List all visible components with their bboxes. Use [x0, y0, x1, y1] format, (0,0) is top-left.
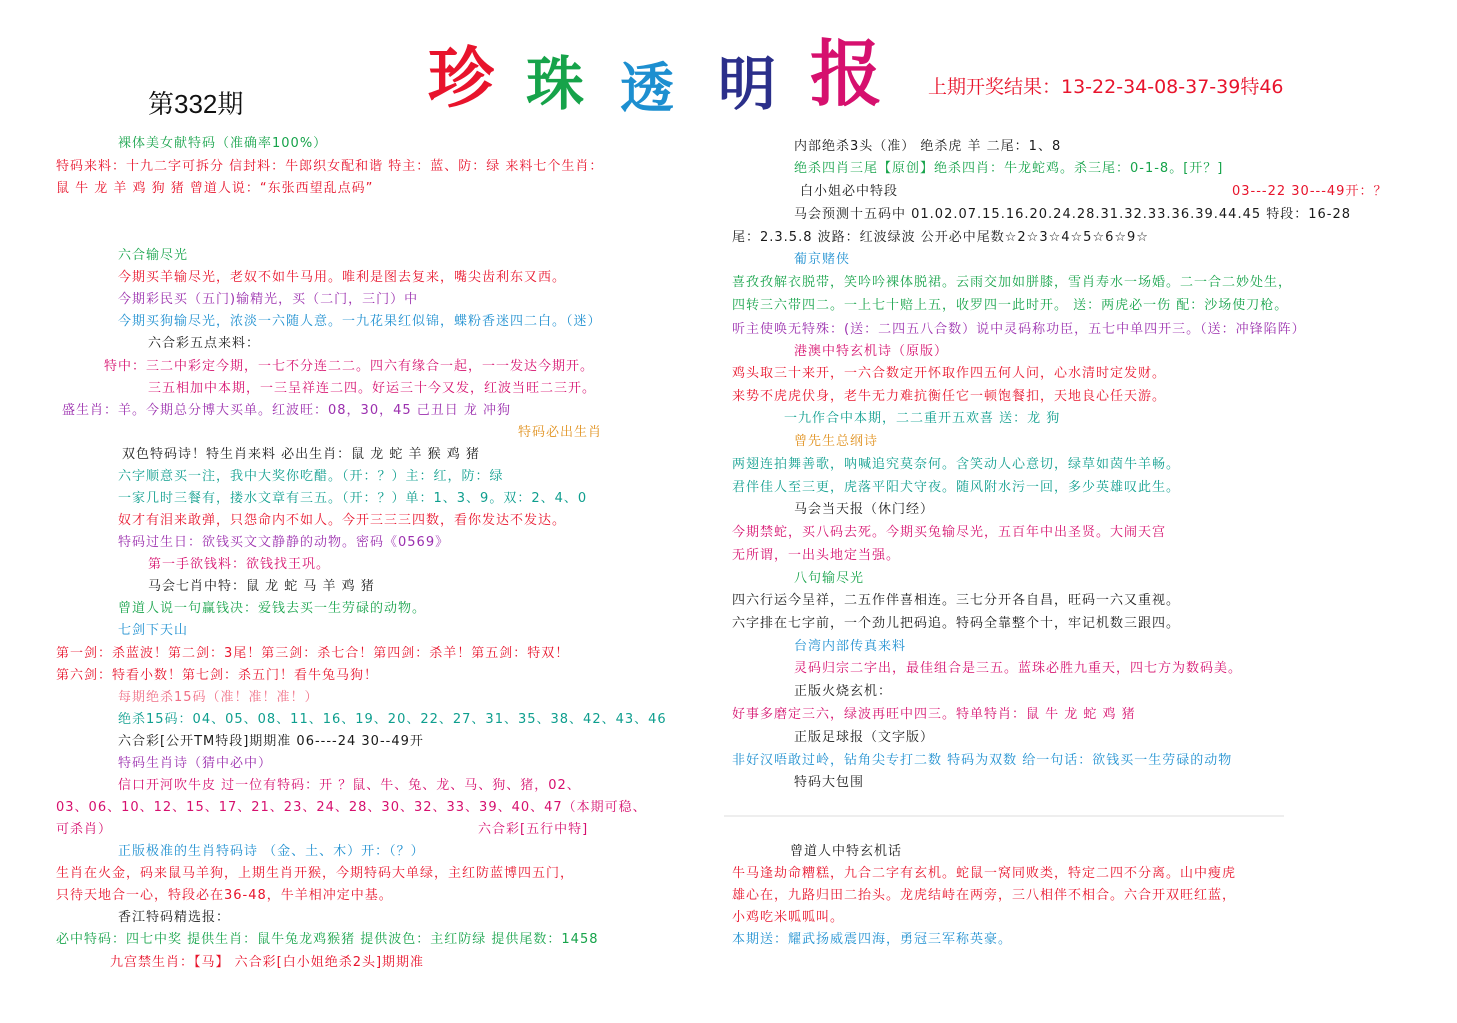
- right-line: 一九作合中本期，二二重开五欢喜 送：龙 狗: [784, 411, 1061, 426]
- right-line: 四六行运今呈祥，二五作伴喜相连。三七分开各自昌，旺码一六又重视。: [732, 593, 1181, 608]
- left-line: 六合彩五点来料：: [148, 336, 261, 351]
- right-line: 尾：2.3.5.8 波路：红波绿波 公开必中尾数☆2☆3☆4☆5☆6☆9☆: [732, 230, 1149, 245]
- left-line: 今期买狗输尽光，浓淡一六随人意。一九花果红似锦，蝶粉香迷四二白。（迷）: [118, 314, 602, 329]
- left-line: 一家几时三餐有，搂水文章有三五。（开：？）单：1、3、9。双：2、4、0: [118, 491, 588, 506]
- left-line: 绝杀15码：04、05、08、11、16、19、20、22、27、31、35、38、42、43、46: [118, 712, 667, 727]
- left-line: 特码过生日：欲钱买文文静静的动物。密码《0569》: [118, 535, 450, 550]
- right-line: 曾先生总纲诗: [794, 434, 879, 449]
- left-line: 裸体美女献特码（准确率100%）: [118, 136, 328, 151]
- left-line: 特码来料：十九二字可拆分 信封料：牛郎织女配和谐 特主：蓝、防：绿 来料七个生肖：: [56, 159, 604, 174]
- left-line: 三五相加中本期，一三呈祥连二四。好运三十今又发，红波当旺二三开。: [148, 381, 597, 396]
- left-line: 六合彩[五行中特]: [478, 822, 589, 837]
- right-line: 马会当天报（休门经）: [794, 502, 935, 517]
- right-line: 来势不虎虎伏身，老牛无力难抗衡任它一顿饱餐扣，天地良心任天游。: [732, 389, 1167, 404]
- right-line: 内部绝杀3头（准） 绝杀虎 羊 二尾：1、8: [794, 139, 1062, 154]
- section-divider: [724, 815, 1284, 817]
- left-line: 马会七肖中特：鼠 龙 蛇 马 羊 鸡 猪: [148, 579, 375, 594]
- last-draw-result: 上期开奖结果：13-22-34-08-37-39特46: [928, 76, 1284, 98]
- right-line: 台湾内部传真来料: [794, 639, 907, 654]
- left-line: 六合彩[公开TM特段]期期准 06----24 30--49开: [118, 734, 424, 749]
- right-line: 曾道人中特玄机话: [790, 844, 903, 859]
- right-line: 鸡头取三十来开，一六合数定开怀取作四五何人问，心水清时定发财。: [732, 366, 1167, 381]
- right-line: 绝杀四肖三尾【原创】绝杀四肖：牛龙蛇鸡。杀三尾：0-1-8。[开？]: [794, 161, 1224, 176]
- right-line: 无所谓，一出头地定当强。: [732, 548, 901, 563]
- left-line: 鼠 牛 龙 羊 鸡 狗 猪 曾道人说：“东张西望乱点码”: [56, 181, 374, 196]
- left-line: 盛生肖：羊。今期总分博大买单。红波旺：08，30，45 己丑日 龙 冲狗: [62, 403, 512, 418]
- right-line: 马会预测十五码中 01.02.07.15.16.20.24.28.31.32.33.36.39.44.45 特段：16-28: [794, 207, 1352, 222]
- right-line: 葡京赌侠: [794, 252, 851, 267]
- right-line: 君伴佳人至三更，虎落平阳犬守夜。随风附水污一回，多少英雄叹此生。: [732, 480, 1181, 495]
- issue-number: 第332期: [148, 89, 244, 119]
- left-line: 双色特码诗！特生肖来料 必出生肖：鼠 龙 蛇 羊 猴 鸡 猪: [122, 447, 480, 462]
- title-char-2: 珠: [526, 50, 585, 118]
- right-line: 本期送：耀武扬威震四海，勇冠三军称英豪。: [732, 932, 1013, 947]
- left-line: 特中：三二中彩定今期，一七不分连二二。四六有缘合一起，一一发达今期开。: [104, 359, 595, 374]
- left-line: 特码生肖诗（猜中必中）: [118, 756, 273, 771]
- left-line: 第一手欲钱料：欲钱找王巩。: [148, 557, 331, 572]
- right-line: 喜孜孜解衣脱带，笑吟吟裸体脱裙。云雨交加如胼膝，雪肖寿水一场婚。二一合二妙处生，: [732, 275, 1293, 290]
- title-char-3: 透: [620, 56, 674, 120]
- right-line: 小鸡吃米呱呱叫。: [732, 910, 845, 925]
- left-line: 香江特码精选报：: [118, 910, 231, 925]
- left-line: 特码必出生肖: [518, 425, 603, 440]
- left-line: 可杀肖）: [56, 822, 113, 837]
- left-line: 奴才有泪来敢弹，只怨命内不如人。今开三三三四数，看你发达不发达。: [118, 513, 567, 528]
- right-line: 非好汉唔敢过岭，钻角尖专打二数 特码为双数 给一句话：欲钱买一生劳碌的动物: [732, 753, 1233, 768]
- left-line: 每期绝杀15码（准！准！准！）: [118, 690, 319, 705]
- left-line: 信口开河吹牛皮 过一位有特码：开 ？鼠、牛、兔、龙、马、狗、猪，02、: [118, 778, 581, 793]
- right-line: 好事多磨定三六，绿波再旺中四三。特单特肖：鼠 牛 龙 蛇 鸡 猪: [732, 707, 1136, 722]
- right-line: 正版足球报（文字版）: [794, 730, 935, 745]
- right-line: 港澳中特玄机诗（原版）: [794, 344, 949, 359]
- left-line: 第一剑：杀蓝波！第二剑：3尾！第三剑：杀七合！第四剑：杀羊！第五剑：特双！: [56, 646, 570, 661]
- right-line: 特码大包围: [794, 775, 865, 790]
- left-line: 七剑下天山: [118, 623, 189, 638]
- left-line: 今期彩民买（五门)输精光，买（二门，三门）中: [118, 292, 419, 307]
- right-line: 白小姐必中特段: [800, 184, 899, 199]
- left-line: 六合输尽光: [118, 248, 189, 263]
- right-line: 八句输尽光: [794, 571, 865, 586]
- right-line: 正版火烧玄机：: [794, 684, 893, 699]
- left-line: 必中特码：四七中奖 提供生肖：鼠牛兔龙鸡猴猪 提供波色：主红防绿 提供尾数：1458: [56, 932, 599, 947]
- right-line: 听主使唤无特殊：(送：二四五八合数）说中灵码称功臣，五七中单四开三。（送：冲锋陷阵）: [732, 322, 1306, 337]
- left-line: 第六剑：特看小数！第七剑：杀五门！看牛兔马狗！: [56, 668, 379, 683]
- title-char-5: 报: [810, 31, 883, 116]
- left-line: 03、06、10、12、15、17、21、23、24、28、30、32、33、39、40、47（本期可稳、: [56, 800, 647, 815]
- left-line: 正版极准的生肖特码诗 （金、土、木）开：（？）: [118, 844, 425, 859]
- right-line: 两翅连拍舞善歌，呐喊追究莫奈何。含笑动人心意切，绿草如茵牛羊畅。: [732, 457, 1181, 472]
- left-line: 生肖在火金，码来鼠马羊狗，上期生肖开猴，今期特码大单绿，主红防蓝博四五门，: [56, 866, 575, 881]
- left-line: 九宫禁生肖：【马】 六合彩[白小姐绝杀2头]期期准: [110, 955, 425, 970]
- right-line: 03---22 30---49开：？: [1232, 184, 1388, 199]
- right-line: 今期禁蛇，买八码去死。今期买兔输尽光，五百年中出圣贤。大闹天宫: [732, 525, 1167, 540]
- left-line: 六字顺意买一注，我中大奖你吃醋。（开：？）主：红，防：绿: [118, 469, 504, 484]
- right-line: 六字排在七字前，一个劲儿把码追。特码全靠整个十，牢记机数三跟四。: [732, 616, 1181, 631]
- title-char-4: 明: [718, 50, 777, 118]
- left-line: 曾道人说一句赢钱决：爱钱去买一生劳碌的动物。: [118, 601, 427, 616]
- right-line: 灵码归宗二字出，最佳组合是三五。蓝珠必胜九重天，四七方为数码美。: [794, 661, 1243, 676]
- right-line: 牛马逢劫命糟糕，九合二字有玄机。蛇鼠一窝同败类，特定二四不分离。山中瘦虎: [732, 866, 1237, 881]
- title-char-1: 珍: [428, 39, 494, 117]
- left-line: 只待天地合一心，特段必在36-48，牛羊相冲定中基。: [56, 888, 393, 903]
- left-line: 今期买羊输尽光，老奴不如牛马用。唯利是图去复来，嘴尖齿利东又西。: [118, 270, 567, 285]
- right-line: 四转三六带四二。一上七十赔上五，收罗四一此时开。 送：两虎必一伤 配：沙场使刀枪。: [732, 298, 1289, 313]
- right-line: 雄心在，九路归田二抬头。龙虎结峙在两旁，三八相伴不相合。六合开双旺红蓝，: [732, 888, 1237, 903]
